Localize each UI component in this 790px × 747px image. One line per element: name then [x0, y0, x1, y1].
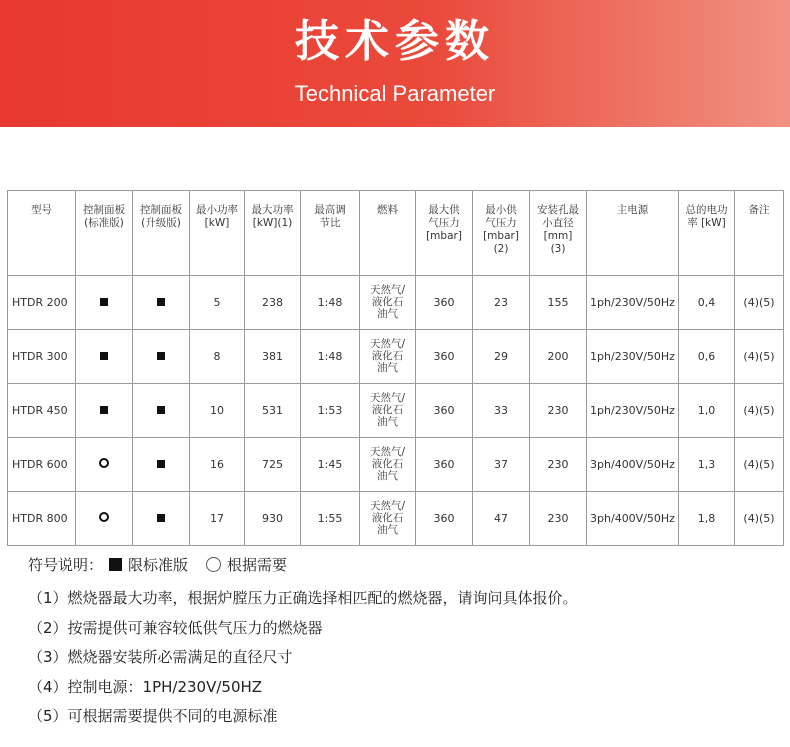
cell-max-power: 531	[245, 384, 301, 438]
circle-icon	[99, 458, 109, 468]
table-row	[8, 492, 784, 546]
cell-remark: (4)(5)	[735, 330, 784, 384]
cell-max-power: 725	[245, 438, 301, 492]
cell-remark: (4)(5)	[735, 492, 784, 546]
square-icon	[100, 352, 108, 360]
col-header-model: 型号	[8, 191, 76, 276]
cell-max-pressure: 360	[416, 276, 473, 330]
col-header-min-power: 最小功率 [kW]	[190, 191, 245, 276]
cell-main-power: 3ph/400V/50Hz	[587, 492, 679, 546]
circle-icon	[206, 557, 221, 572]
col-header-min-pressure: 最小供 气压力 [mbar] (2)	[473, 191, 530, 276]
cell-fuel: 天然气/液化石油气	[360, 492, 416, 546]
cell-hole-diameter: 230	[530, 438, 587, 492]
cell-total-power: 0,4	[679, 276, 735, 330]
footnote-5: （5）可根据需要提供不同的电源标准	[28, 707, 278, 725]
cell-min-power: 10	[190, 384, 245, 438]
cell-turndown: 1:55	[301, 492, 360, 546]
square-icon	[100, 298, 108, 306]
table-row	[8, 330, 784, 384]
footnote-4: （4）控制电源：1PH/230V/50HZ	[28, 677, 263, 696]
cell-model: HTDR 600	[8, 438, 76, 492]
cell-panel-standard	[76, 384, 133, 438]
cell-turndown: 1:48	[301, 330, 360, 384]
cell-model: HTDR 450	[8, 384, 76, 438]
col-header-remark: 备注	[735, 191, 784, 276]
col-header-fuel: 燃料	[360, 191, 416, 276]
circle-icon	[99, 512, 109, 522]
square-icon	[157, 514, 165, 522]
col-header-main-power: 主电源	[587, 191, 679, 276]
cell-panel-standard	[76, 276, 133, 330]
cell-panel-upgrade	[133, 384, 190, 438]
cell-total-power: 1,3	[679, 438, 735, 492]
cell-min-pressure: 33	[473, 384, 530, 438]
header-banner	[0, 0, 790, 127]
cell-panel-upgrade	[133, 492, 190, 546]
page-subtitle: Technical Parameter	[294, 81, 496, 106]
cell-panel-upgrade	[133, 330, 190, 384]
footnote-3: （3）燃烧器安装所必需满足的直径尺寸	[28, 648, 293, 666]
symbol-legend	[28, 552, 287, 576]
footnote-2: （2）按需提供可兼容较低供气压力的燃烧器	[28, 618, 323, 637]
cell-total-power: 1,8	[679, 492, 735, 546]
cell-max-power: 238	[245, 276, 301, 330]
cell-max-pressure: 360	[416, 330, 473, 384]
cell-min-pressure: 47	[473, 492, 530, 546]
cell-hole-diameter: 200	[530, 330, 587, 384]
cell-min-power: 17	[190, 492, 245, 546]
table-header-row	[8, 191, 784, 276]
cell-total-power: 0,6	[679, 330, 735, 384]
square-icon	[109, 558, 122, 571]
cell-min-pressure: 23	[473, 276, 530, 330]
square-icon	[157, 298, 165, 306]
cell-model: HTDR 200	[8, 276, 76, 330]
table-row	[8, 438, 784, 492]
cell-panel-upgrade	[133, 276, 190, 330]
cell-panel-standard	[76, 438, 133, 492]
cell-max-power: 381	[245, 330, 301, 384]
cell-turndown: 1:45	[301, 438, 360, 492]
cell-hole-diameter: 230	[530, 492, 587, 546]
cell-model: HTDR 800	[8, 492, 76, 546]
cell-main-power: 3ph/400V/50Hz	[587, 438, 679, 492]
col-header-panel-upgrade: 控制面板 (升级版)	[133, 191, 190, 276]
cell-fuel: 天然气/液化石油气	[360, 276, 416, 330]
cell-main-power: 1ph/230V/50Hz	[587, 330, 679, 384]
cell-main-power: 1ph/230V/50Hz	[587, 384, 679, 438]
cell-main-power: 1ph/230V/50Hz	[587, 276, 679, 330]
cell-hole-diameter: 230	[530, 384, 587, 438]
cell-panel-standard	[76, 330, 133, 384]
legend-circle-label: 根据需要	[227, 555, 288, 574]
cell-min-power: 16	[190, 438, 245, 492]
table-row	[8, 276, 784, 330]
cell-min-pressure: 37	[473, 438, 530, 492]
cell-turndown: 1:48	[301, 276, 360, 330]
cell-max-pressure: 360	[416, 438, 473, 492]
footnote-1: （1）燃烧器最大功率，根据炉膛压力正确选择相匹配的燃烧器，请询问具体报价。	[28, 589, 578, 607]
cell-fuel: 天然气/液化石油气	[360, 330, 416, 384]
footnotes	[28, 586, 578, 734]
spec-table-body	[8, 276, 784, 546]
cell-max-power: 930	[245, 492, 301, 546]
cell-hole-diameter: 155	[530, 276, 587, 330]
cell-max-pressure: 360	[416, 492, 473, 546]
cell-remark: (4)(5)	[735, 276, 784, 330]
spec-table	[7, 190, 784, 546]
cell-max-pressure: 360	[416, 384, 473, 438]
square-icon	[100, 406, 108, 414]
square-icon	[157, 352, 165, 360]
cell-fuel: 天然气/液化石油气	[360, 438, 416, 492]
cell-panel-standard	[76, 492, 133, 546]
table-row	[8, 384, 784, 438]
col-header-hole-diameter: 安装孔最 小直径 [mm] (3)	[530, 191, 587, 276]
page-title: 技术参数	[295, 16, 495, 67]
cell-min-pressure: 29	[473, 330, 530, 384]
cell-min-power: 5	[190, 276, 245, 330]
cell-model: HTDR 300	[8, 330, 76, 384]
cell-remark: (4)(5)	[735, 438, 784, 492]
cell-panel-upgrade	[133, 438, 190, 492]
cell-fuel: 天然气/液化石油气	[360, 384, 416, 438]
legend-prefix: 符号说明：	[28, 555, 104, 574]
cell-min-power: 8	[190, 330, 245, 384]
col-header-max-pressure: 最大供 气压力 [mbar]	[416, 191, 473, 276]
square-icon	[157, 406, 165, 414]
legend-square-label: 限标准版	[128, 555, 189, 574]
col-header-turndown: 最高调 节比	[301, 191, 360, 276]
cell-total-power: 1,0	[679, 384, 735, 438]
col-header-max-power: 最大功率 [kW](1)	[245, 191, 301, 276]
cell-turndown: 1:53	[301, 384, 360, 438]
cell-remark: (4)(5)	[735, 384, 784, 438]
col-header-panel-standard: 控制面板 (标准版)	[76, 191, 133, 276]
col-header-total-power: 总的电功 率 [kW]	[679, 191, 735, 276]
square-icon	[157, 460, 165, 468]
